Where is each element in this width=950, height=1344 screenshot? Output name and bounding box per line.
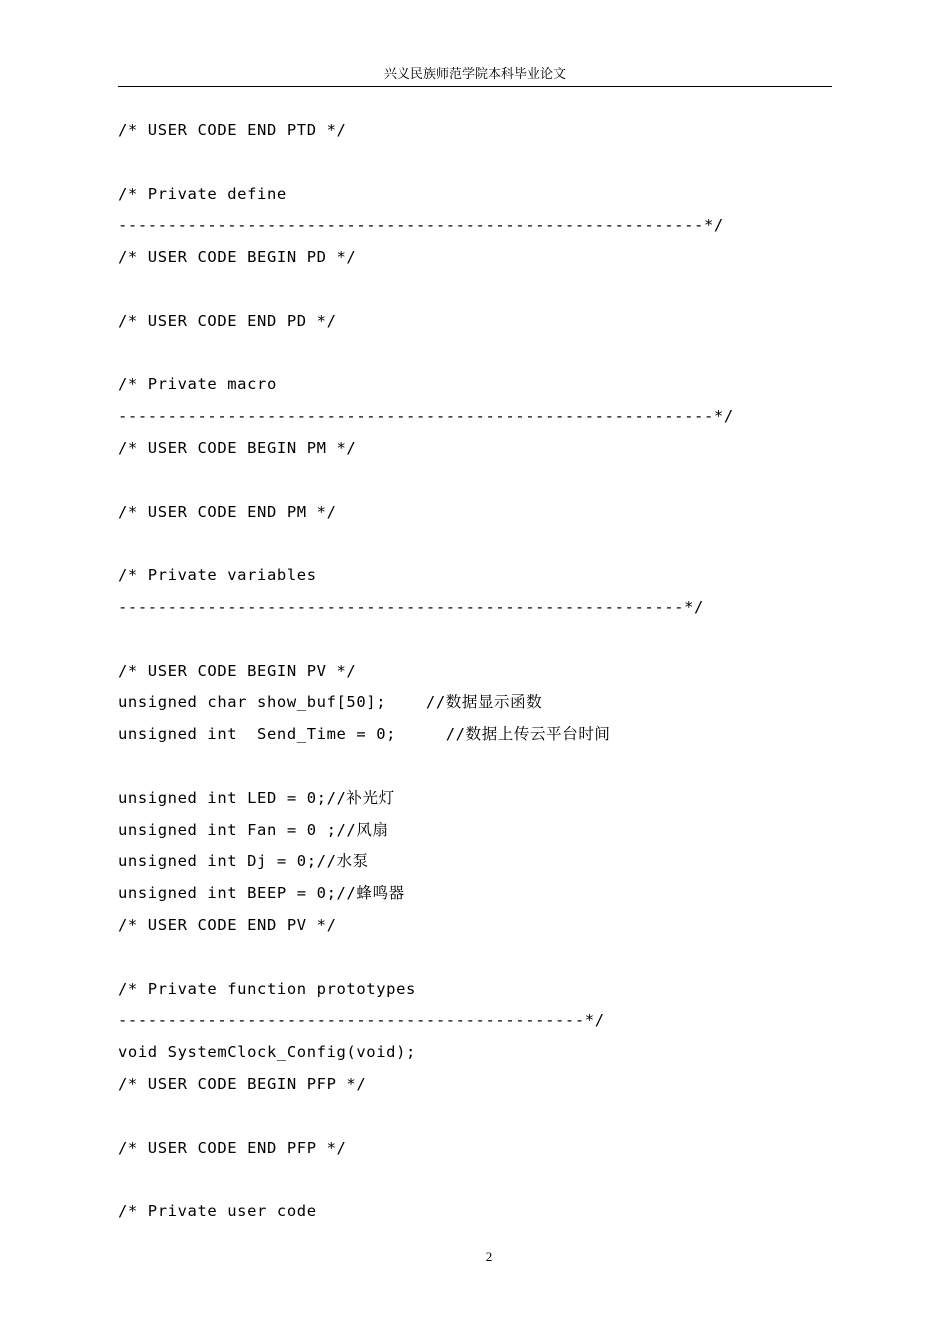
code-line: unsigned int Dj = 0;//水泵 bbox=[118, 852, 369, 871]
code-line: unsigned int BEEP = 0;//蜂鸣器 bbox=[118, 884, 405, 903]
code-line: ---------------------------------------------------------*/ bbox=[118, 597, 704, 616]
code-line: /* USER CODE END PTD */ bbox=[118, 121, 347, 139]
code-line: ------------------------------------------------------------*/ bbox=[118, 407, 734, 426]
code-line bbox=[118, 150, 832, 182]
code-line: /* USER CODE BEGIN PFP */ bbox=[118, 1074, 367, 1093]
code-line bbox=[118, 341, 832, 373]
code-line: unsigned char show_buf[50]; //数据显示函数 bbox=[118, 693, 543, 712]
code-line: /* Private macro bbox=[118, 375, 277, 394]
code-line: unsigned int Fan = 0 ;//风扇 bbox=[118, 820, 389, 839]
header-divider bbox=[118, 86, 832, 87]
code-line: unsigned int LED = 0;//补光灯 bbox=[118, 788, 395, 807]
code-line bbox=[118, 531, 832, 563]
code-line bbox=[118, 754, 832, 786]
code-line: /* Private variables bbox=[118, 566, 317, 585]
code-line bbox=[118, 945, 832, 977]
code-line: /* USER CODE BEGIN PD */ bbox=[118, 248, 357, 267]
code-listing bbox=[118, 118, 832, 1231]
page-header-title: 兴义民族师范学院本科毕业论文 bbox=[383, 67, 566, 82]
code-line: -----------------------------------------------*/ bbox=[118, 1011, 605, 1030]
code-line bbox=[118, 627, 832, 659]
code-line bbox=[118, 1167, 832, 1199]
code-line: unsigned int Send_Time = 0; //数据上传云平台时间 bbox=[118, 725, 611, 744]
code-line: /* USER CODE END PM */ bbox=[118, 502, 337, 521]
page-number: 2 bbox=[485, 1249, 493, 1264]
code-line: /* USER CODE BEGIN PV */ bbox=[118, 661, 357, 680]
code-line: void SystemClock_Config(void); bbox=[118, 1043, 416, 1062]
code-line: -----------------------------------------------------------*/ bbox=[118, 216, 724, 235]
code-line: /* USER CODE END PV */ bbox=[118, 915, 337, 934]
code-line: /* Private user code bbox=[118, 1202, 317, 1221]
code-line bbox=[118, 1104, 832, 1136]
code-line: /* Private function prototypes bbox=[118, 979, 416, 998]
code-line bbox=[118, 277, 832, 309]
code-line bbox=[118, 468, 832, 500]
code-line: /* USER CODE END PFP */ bbox=[118, 1138, 347, 1157]
code-line: /* Private define bbox=[118, 184, 287, 203]
code-line: /* USER CODE BEGIN PM */ bbox=[118, 438, 357, 457]
code-line: /* USER CODE END PD */ bbox=[118, 311, 337, 330]
